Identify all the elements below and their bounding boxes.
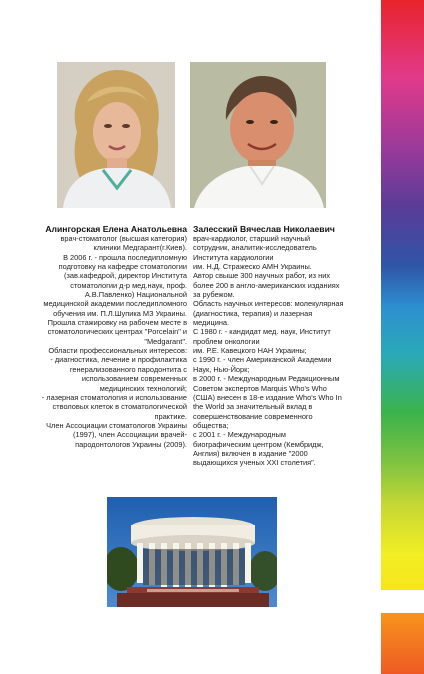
portrait-zalesskiy (190, 62, 326, 208)
portrait-alingorskaya (57, 62, 175, 208)
orange-accent-block (381, 613, 424, 674)
person-name: Залесский Вячеслав Николаевич (193, 224, 335, 234)
building-photo (107, 497, 277, 607)
person-name: Алингорская Елена Анатольевна (45, 224, 187, 234)
person-bio: врач-стоматолог (высшая категория) клиники Медгарант(г.Киев). В 2006 г. - прошла последипломную подготовку на кафедре стоматологии (зав.кафедрой, директор Института стоматологии д-р мед.наук, проф. А.В.Павленко) Национальной медицинской академии последипломного обучения им. П.Л.Шупика МЗ Украины. Прошла стажировку на рабочем месте в стоматологических центрах "Porcelain" и "Medgarant". Области профессиональных интересов: - диагностика, лечение и профилактика генерализованного пародонтита с использованием современных медицинских технологий; - лазерная стоматология и использование стволовых клеток в стоматологической практике. Член Ассоциации стоматологов Украины (1997), член Ассоциации врачей- пародонтологов Украины (2009). (41, 234, 187, 449)
bio-column-right (193, 224, 365, 468)
person-bio: врач-кардиолог, старший научный сотрудник, аналитик-исследователь Института кардиологии им. Н.Д. Стражеско АМН Украины. Автор свыше 300 научных работ, из них более 200 в англо-американских изданиях за рубежом. Область научных интересов: молекулярная (диагностика, терапия) и лазерная медицина. С 1980 г. - кандидат мед. наук, Институт проблем онкологии им. Р.Е. Кавецкого НАН Украины; с 1990 г. - член Американской Академии Наук, Нью-Йорк; в 2000 г. - Международным Редакционным Советом экспертов Marquis Who's Who (США) внесен в 18-е издание Who's Who In the World за значительный вклад в совершенствование современного общества; с 2001 г. - Международным биографическим центром (Кембридж, Англия) включен в издание "2000 выдающихся ученых XXI столетия". (193, 234, 344, 468)
rainbow-gradient-stripe (381, 0, 424, 590)
bio-column-left (22, 224, 187, 449)
